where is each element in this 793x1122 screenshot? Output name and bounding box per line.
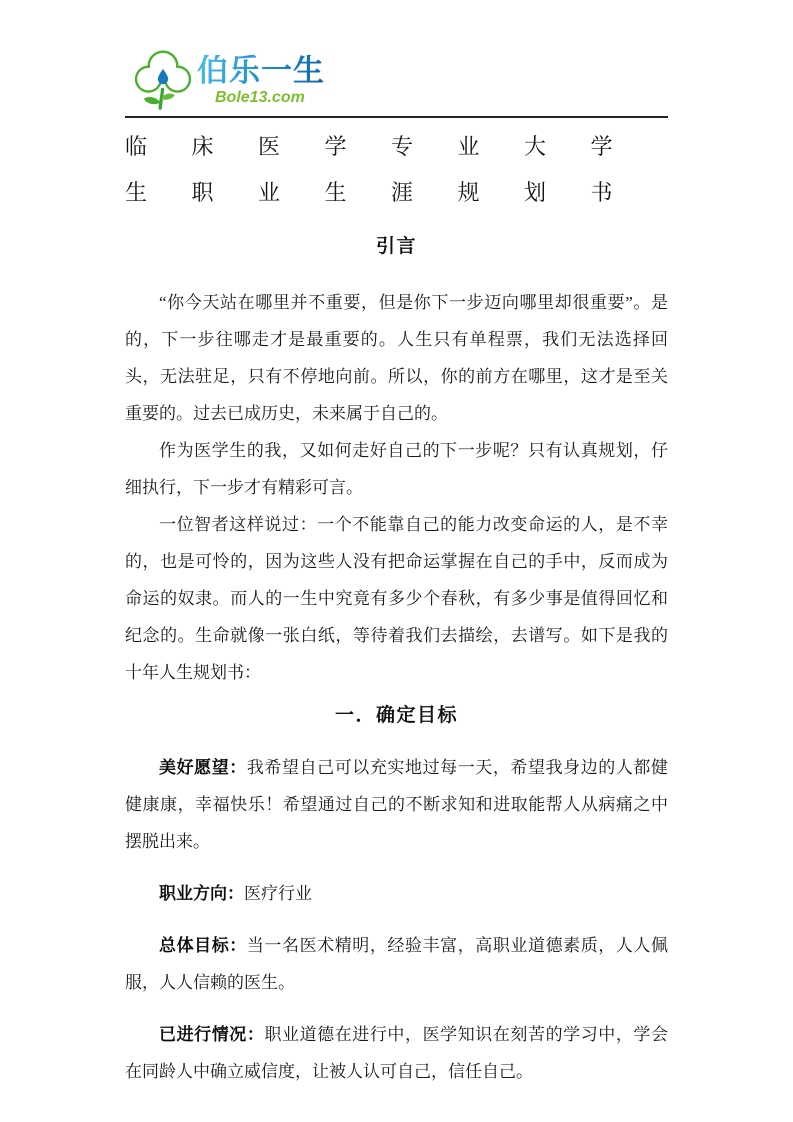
goal-item-progress	[125, 1016, 668, 1090]
intro-paragraph-3: 一位智者这样说过：一个不能靠自己的能力改变命运的人，是不幸的，也是可怜的，因为这些人没有把命运掌握在自己的手中，反而成为命运的奴隶。而人的一生中究竟有多少个春秋，有多少事是值得回忆和纪念的。生命就像一张白纸，等待着我们去描绘，去谱写。如下是我的十年人生规划书：	[125, 515, 668, 682]
logo	[133, 48, 668, 114]
logo-brand-text: 伯乐一生	[197, 53, 325, 89]
goal-item-text: 当一名医术精明，经验丰富，高职业道德素质，人人佩服，人人信赖的医生。	[125, 936, 669, 992]
goal-item-text: 我希望自己可以充实地过每一天，希望我身边的人都健健康康，幸福快乐！希望通过自己的不断求知和进取能帮人从病痛之中摆脱出来。	[125, 758, 669, 851]
document-title-line-2: 生职业生涯规划书	[125, 180, 658, 205]
intro-paragraph-2: 作为医学生的我，又如何走好自己的下一步呢？只有认真规划，仔细执行，下一步才有精彩可言。	[125, 441, 668, 497]
intro-paragraph-1: “你今天站在哪里并不重要，但是你下一步迈向哪里却很重要”。是的，下一步往哪走才是最重要的。人生只有单程票，我们无法选择回头，无法驻足，只有不停地向前。所以，你的前方在哪里，这才是至关重要的。过去已成历史，未来属于自己的。	[125, 293, 668, 423]
goals-heading: 一．确定目标	[334, 705, 458, 726]
goal-item-label: 美好愿望：	[159, 758, 247, 777]
goal-item-text: 医疗行业	[244, 884, 312, 903]
intro-heading: 引言	[375, 236, 417, 257]
goal-item-wish	[125, 749, 668, 860]
goal-item-direction	[125, 875, 668, 912]
header-divider	[125, 116, 668, 118]
document-title	[125, 124, 668, 216]
goal-item-label: 职业方向：	[159, 884, 244, 903]
goal-item-overall	[125, 927, 668, 1001]
goal-item-label: 总体目标：	[159, 936, 247, 955]
goal-item-text: 职业道德在进行中，医学知识在刻苦的学习中，学会在同龄人中确立威信度，让被人认可自己，信任自己。	[125, 1025, 669, 1081]
logo-text-block	[197, 55, 325, 106]
document-title-line-1: 临床医学专业大学	[125, 134, 658, 159]
goal-item-label: 已进行情况：	[159, 1025, 265, 1044]
logo-tree-icon	[133, 49, 193, 113]
logo-site-url: Bole13.com	[215, 88, 305, 106]
